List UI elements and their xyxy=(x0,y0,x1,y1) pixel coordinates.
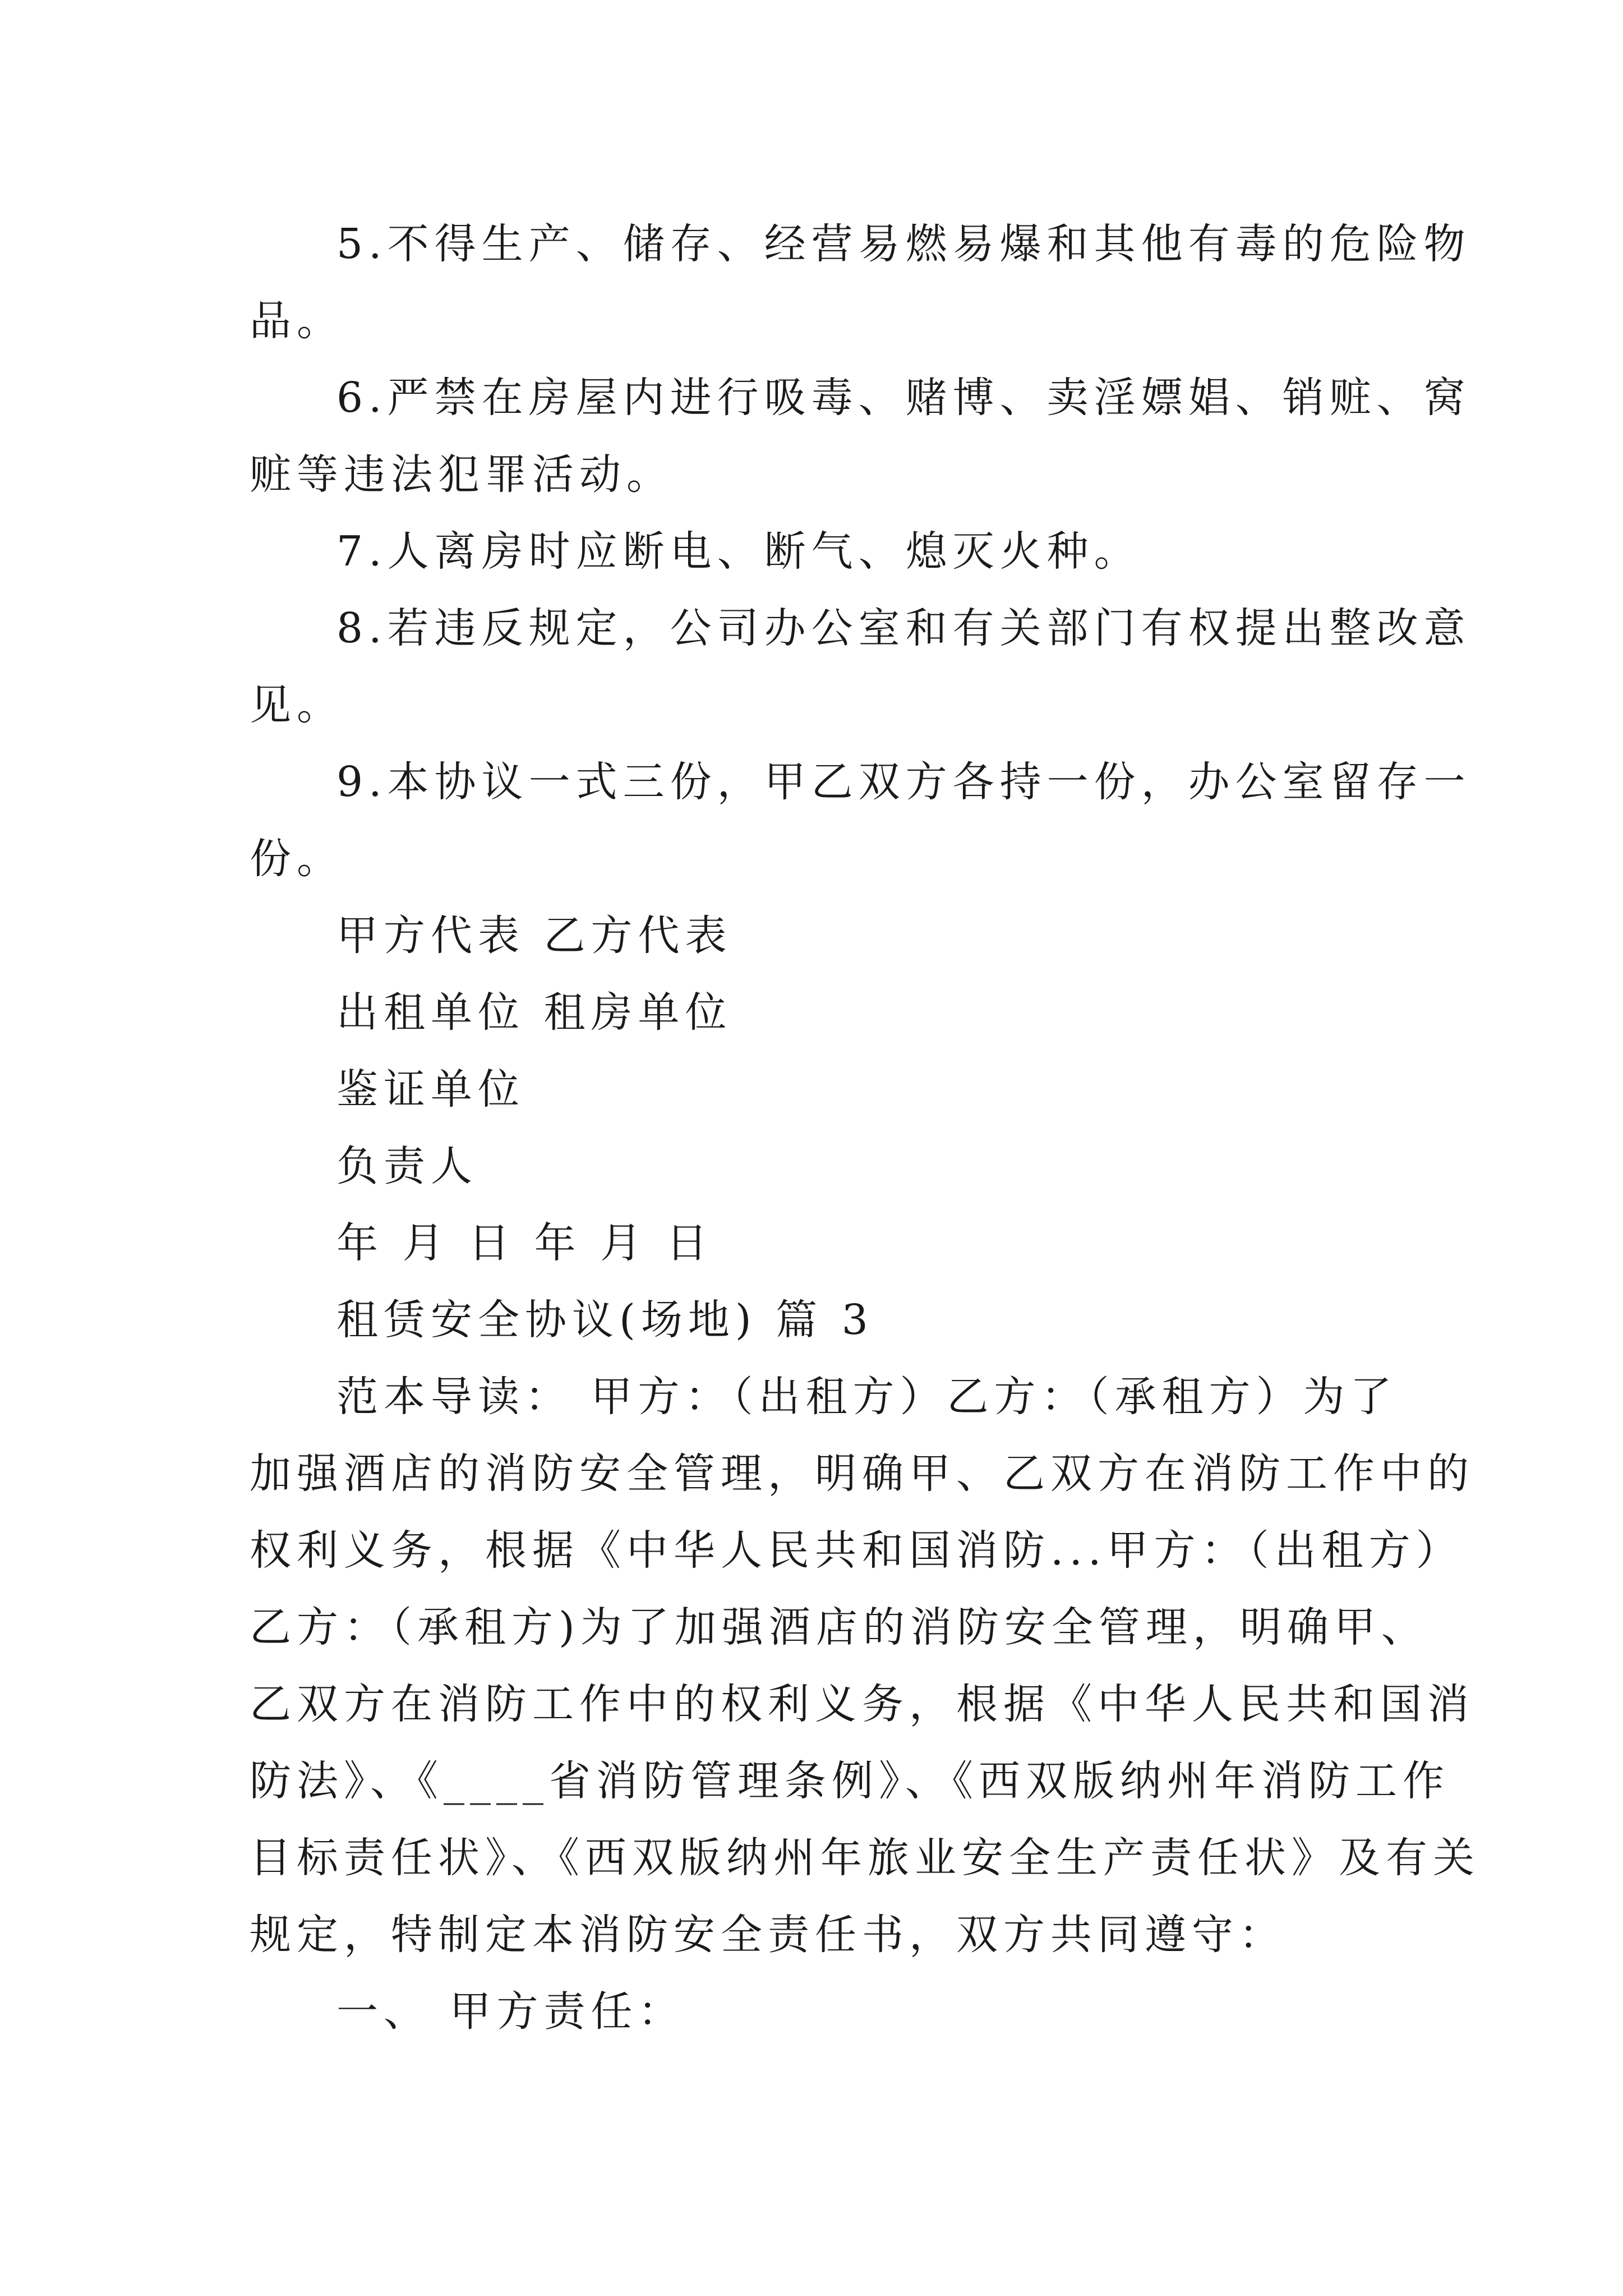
paragraph-line: 范本导读： 甲方：（出租方）乙方：（承租方）为了 xyxy=(336,1373,1398,1421)
paragraph-line: 见。 xyxy=(250,681,344,729)
signature-line: 负责人 xyxy=(336,1142,478,1190)
paragraph-line: 份。 xyxy=(250,835,344,883)
paragraph-line: 9.本协议一式三份，甲乙双方各持一份，办公室留存一 xyxy=(336,758,1471,806)
paragraph-line: 规定，特制定本消防安全责任书，双方共同遵守： xyxy=(250,1911,1286,1959)
paragraph-line: 加强酒店的消防安全管理，明确甲、乙双方在消防工作中的 xyxy=(250,1450,1474,1498)
paragraph-line: 目标责任状》、《西双版纳州年旅业安全生产责任状》及有关 xyxy=(250,1834,1480,1882)
section-heading: 一、 甲方责任： xyxy=(336,1987,685,2036)
paragraph-line: 8.若违反规定，公司办公室和有关部门有权提出整改意 xyxy=(336,604,1471,652)
signature-line: 出租单位 租房单位 xyxy=(336,988,732,1037)
paragraph-line: 6.严禁在房屋内进行吸毒、赌博、卖淫嫖娼、销赃、窝 xyxy=(336,374,1471,422)
section-title: 租赁安全协议(场地) 篇 3 xyxy=(336,1296,874,1344)
paragraph-line: 品。 xyxy=(250,297,344,345)
paragraph-line: 乙方：（承租方)为了加强酒店的消防安全管理，明确甲、 xyxy=(250,1603,1428,1651)
paragraph-line: 5.不得生产、储存、经营易燃易爆和其他有毒的危险物 xyxy=(336,220,1471,268)
signature-line: 甲方代表 乙方代表 xyxy=(336,912,732,960)
paragraph-line: 防法》、《____省消防管理条例》、《西双版纳州年消防工作 xyxy=(250,1757,1450,1805)
paragraph-line: 7.人离房时应断电、断气、熄灭火种。 xyxy=(336,527,1141,576)
paragraph-line: 乙双方在消防工作中的权利义务，根据《中华人民共和国消 xyxy=(250,1680,1474,1728)
paragraph-line: 权利义务，根据《中华人民共和国消防...甲方：（出租方） xyxy=(250,1526,1463,1575)
paragraph-line: 赃等违法犯罪活动。 xyxy=(250,450,674,499)
signature-line: 鉴证单位 xyxy=(336,1065,525,1114)
date-line: 年 月 日 年 月 日 xyxy=(336,1219,713,1267)
